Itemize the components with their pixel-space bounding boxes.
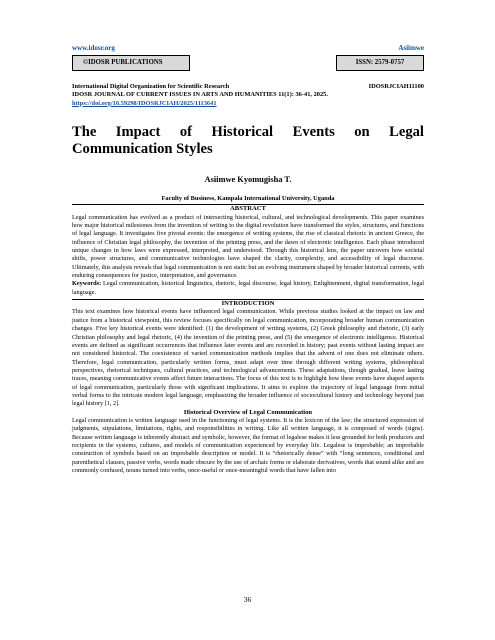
introduction-text: This text examines how historical events have influenced legal communication. While previous studies looked at the impact on law and justice from a historical viewpoint, this review focuses specifically on legal communication, incorporating broader human communication changes. Five key historical events were identified: (1) the development of writing systems, (2) Greek philosophy and rhetoric, (3) early Christian philosophy and legal rhetoric, (4) the invention of the printing press, and (5) the emergence of electronic intelligence. Historical events are defined as significant occurrences that influence later events and are recorded in history; past events without lasting impact are not considered historical. The coexistence of varied communication methods implies that the advent of one does not eliminate others. Therefore, legal communication, particularly written forms, must adapt over time through different writing systems, philosophical perspectives, rhetorical techniques, cultural practices, and technological advancements. These adaptations, though gradual, leave lasting traces, meaning communicative events affect future interactions. The focus of this text is to highlight how these events have shaped aspects of legal communication, particularly those with significant implications. It aims to explore the trajectory of legal language from initial verbal forms to the intricate modern legal language, emphasizing the broader influence of sociocultural history and technology beyond just legal history [1, 2]. bbox=[72, 308, 424, 408]
organization-name: International Digital Organization for Scientific Research bbox=[72, 83, 230, 90]
affiliation: Faculty of Business, Kampala International University, Uganda bbox=[161, 195, 335, 203]
journal-meta bbox=[72, 83, 424, 108]
journal-code: IDOSRJCIAH11100 bbox=[368, 83, 424, 90]
abstract-text: Legal communication has evolved as a product of intersecting historical, cultural, and technological developments. This paper examines how major historical milestones from the invention of writing to the digital revolution have transformed the styles, structures, and functions of legal language. It investigates five pivotal events: the emergence of writing systems, the rise of classical rhetoric in ancient Greece, the influence of Christian legal philosophy, the invention of the printing press, and the dawn of electronic intelligence. Each phase introduced unique changes in how laws were expressed, interpreted, and understood. Through this historical lens, the paper uncovers how societal shifts, power structures, and communicative technologies have shaped the clarity, complexity, and accessibility of legal discourse. Ultimately, this analysis reveals that legal communication is not static but an evolving instrument shaped by broader historical currents, with enduring consequences for justice, interpretation, and governance. bbox=[72, 213, 424, 280]
article-title: The Impact of Historical Events on Legal Communication Styles bbox=[72, 124, 424, 157]
running-header bbox=[72, 44, 424, 53]
overview-text: Legal communication is written language used in the functioning of legal systems. It is the lexicon of the law; the structured expression of judgments, stipulations, limitations, rights, and responsibilities in writing. Like all written language, it is composed of words (signs). Because written language is inherently abstract and symbolic, however, the format of legalese makes it less grounded for both producers and recipients in the systems, cultures, and models of communication experienced by everyday life. Legalese is improbable; an improbable construction of symbols based on an improbable description or model. It is “rhetorically dense” with “long sentences, conditional and parenthetical clauses, passive verbs, words made obscure by the use of archaic forms or elaborate derivatives, words that sound alike and are commonly confused, nouns turned into verbs, once-useful or once-meaningful words that have fallen into bbox=[72, 417, 424, 475]
doi-link[interactable]: https://doi.org/10.59298/IDOSRJCIAH/2025/1113641 bbox=[72, 99, 217, 107]
author-name: Asiimwe Kyomugisha T. bbox=[204, 175, 292, 185]
journal-line: IDOSR JOURNAL OF CURRENT ISSUES IN ARTS AND HUMANITIES 11(1): 36-41, 2025. bbox=[72, 91, 328, 99]
site-link[interactable]: www.idosr.org bbox=[72, 44, 115, 52]
paper-page bbox=[72, 44, 424, 475]
overview-heading: Historical Overview of Legal Communication bbox=[183, 408, 313, 416]
keywords bbox=[72, 280, 424, 297]
keywords-list: Legal communication, historical linguistics, rhetoric, legal discourse, legal history, Enlightenment, digital transformation, legal language. bbox=[72, 280, 425, 296]
issn-box: ISSN: 2579-0757 bbox=[336, 55, 424, 71]
publisher-box: ©IDOSR PUBLICATIONS bbox=[72, 55, 190, 71]
keywords-label: Keywords: bbox=[72, 280, 102, 288]
page-number: 36 bbox=[243, 595, 252, 604]
author-short: Asiimwe bbox=[398, 44, 424, 52]
abstract-heading: ABSTRACT bbox=[230, 205, 266, 213]
introduction-heading: INTRODUCTION bbox=[221, 300, 275, 308]
publisher-banner bbox=[72, 55, 424, 71]
